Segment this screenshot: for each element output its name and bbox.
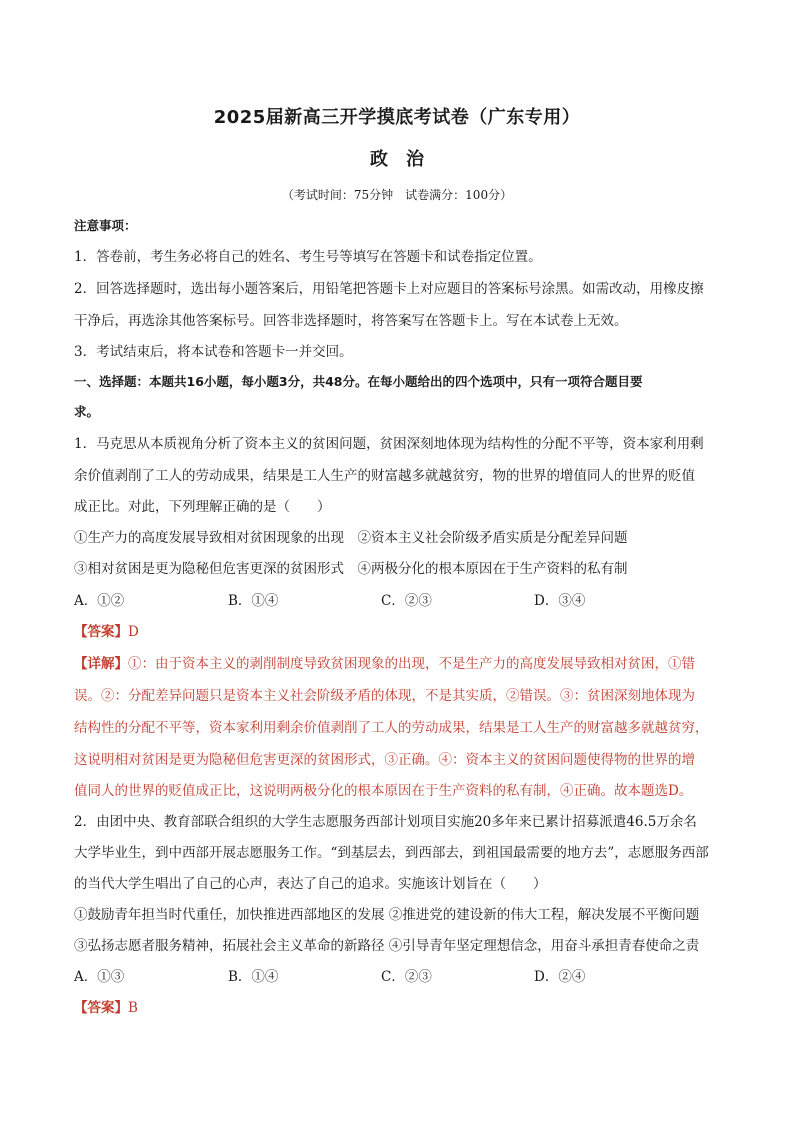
q1-option-b: B．①④ (228, 593, 279, 609)
section-heading: 一、选择题：本题共16小题，每小题3分，共48分。在每小题给出的四个选项中，只有一项符合题目要 (74, 374, 643, 389)
notice-item: 3．考试结束后，将本试卷和答题卡一并交回。 (74, 344, 353, 360)
q2-stem: 2．由团中央、教育部联合组织的大学生志愿服务西部计划项目实施20多年来已累计招募派遣46.5万余名 (74, 814, 697, 830)
answer-label: 【答案】 (74, 1000, 128, 1016)
q1-explanation-line: 误。②：分配差异问题只是资本主义社会阶级矛盾的体现，不是其实质，②错误。③：贫困深刻地体现为 (74, 688, 695, 704)
q1-explanation-line: 结构性的分配不平等，资本家利用剩余价值剥削了工人的劳动成果，结果是工人生产的财富越多就越贫穷， (74, 720, 709, 736)
q2-statement: ③弘扬志愿者服务精神，拓展社会主义革命的新路径 ④引导青年坚定理想信念，用奋斗承担青春使命之责 (74, 938, 700, 954)
explanation-text: ①：由于资本主义的剥削制度导致贫困现象的出现，不是生产力的高度发展导致相对贫困，①错 (128, 656, 695, 672)
notice-heading: 注意事项： (74, 218, 137, 233)
q2-stem: 大学毕业生，到中西部开展志愿服务工作。“到基层去，到西部去，到祖国最需要的地方去”，志愿服务西部 (74, 845, 709, 861)
explain-label: 【详解】 (74, 656, 128, 672)
subject-title: 政 治 (370, 149, 424, 170)
q2-option-c: C．②③ (381, 969, 432, 985)
q2-option-a: A．①③ (74, 969, 125, 985)
q1-explanation-line: 这说明相对贫困是更为隐秘但危害更深的贫困形式，③正确。④：资本主义的贫困问题使得物的世界的增 (74, 752, 695, 768)
q1-option-d: D．③④ (534, 593, 586, 609)
notice-item: 1．答卷前，考生务必将自己的姓名、考生号等填写在答题卡和试卷指定位置。 (74, 249, 542, 265)
q1-stem: 1．马克思从本质视角分析了资本主义的贫困问题，贫困深刻地体现为结构性的分配不平等，资本家利用剩 (74, 436, 704, 452)
q1-answer (74, 622, 734, 642)
q1-explanation-line: 值同人的世界的贬值成正比，这说明两极分化的根本原因在于生产资料的私有制，④正确。故本题选D。 (74, 783, 693, 799)
page-title: 2025届新高三开学摸底考试卷（广东专用） (213, 107, 581, 128)
q2-option-d: D．②④ (534, 969, 586, 985)
q1-stem: 成正比。对此，下列理解正确的是（ ） (74, 499, 331, 515)
q1-statement: ③相对贫困是更为隐秘但危害更深的贫困形式 ④两极分化的根本原因在于生产资料的私有制 (74, 561, 628, 577)
q1-stem: 余价值剥削了工人的劳动成果，结果是工人生产的财富越多就越贫穷，物的世界的增值同人的世界的贬值 (74, 468, 695, 484)
q1-explanation (74, 654, 734, 674)
q2-stem: 的当代大学生唱出了自己的心声，表达了自己的追求。实施该计划旨在（ ） (74, 876, 547, 892)
q2-answer (74, 998, 734, 1018)
q1-option-c: C．②③ (381, 593, 432, 609)
q2-option-b: B．①④ (228, 969, 279, 985)
q1-statement: ①生产力的高度发展导致相对贫困现象的出现 ②资本主义社会阶级矛盾实质是分配差异问题 (74, 530, 628, 546)
answer-label: 【答案】 (74, 624, 128, 640)
notice-item: 干净后，再选涂其他答案标号。回答非选择题时，将答案写在答题卡上。写在本试卷上无效。 (74, 313, 628, 329)
q2-statement: ①鼓励青年担当时代重任，加快推进西部地区的发展 ②推进党的建设新的伟大工程，解决发展不平衡问题 (74, 907, 700, 923)
notice-item: 2．回答选择题时，选出每小题答案后，用铅笔把答题卡上对应题目的答案标号涂黑。如需改动，用橡皮擦 (74, 281, 704, 297)
answer-value: B (128, 1000, 138, 1016)
q1-option-a: A．①② (74, 593, 125, 609)
exam-meta: （考试时间：75分钟 试卷满分：100分） (281, 188, 513, 202)
section-heading-cont: 求。 (74, 404, 100, 419)
answer-value: D (128, 624, 139, 640)
